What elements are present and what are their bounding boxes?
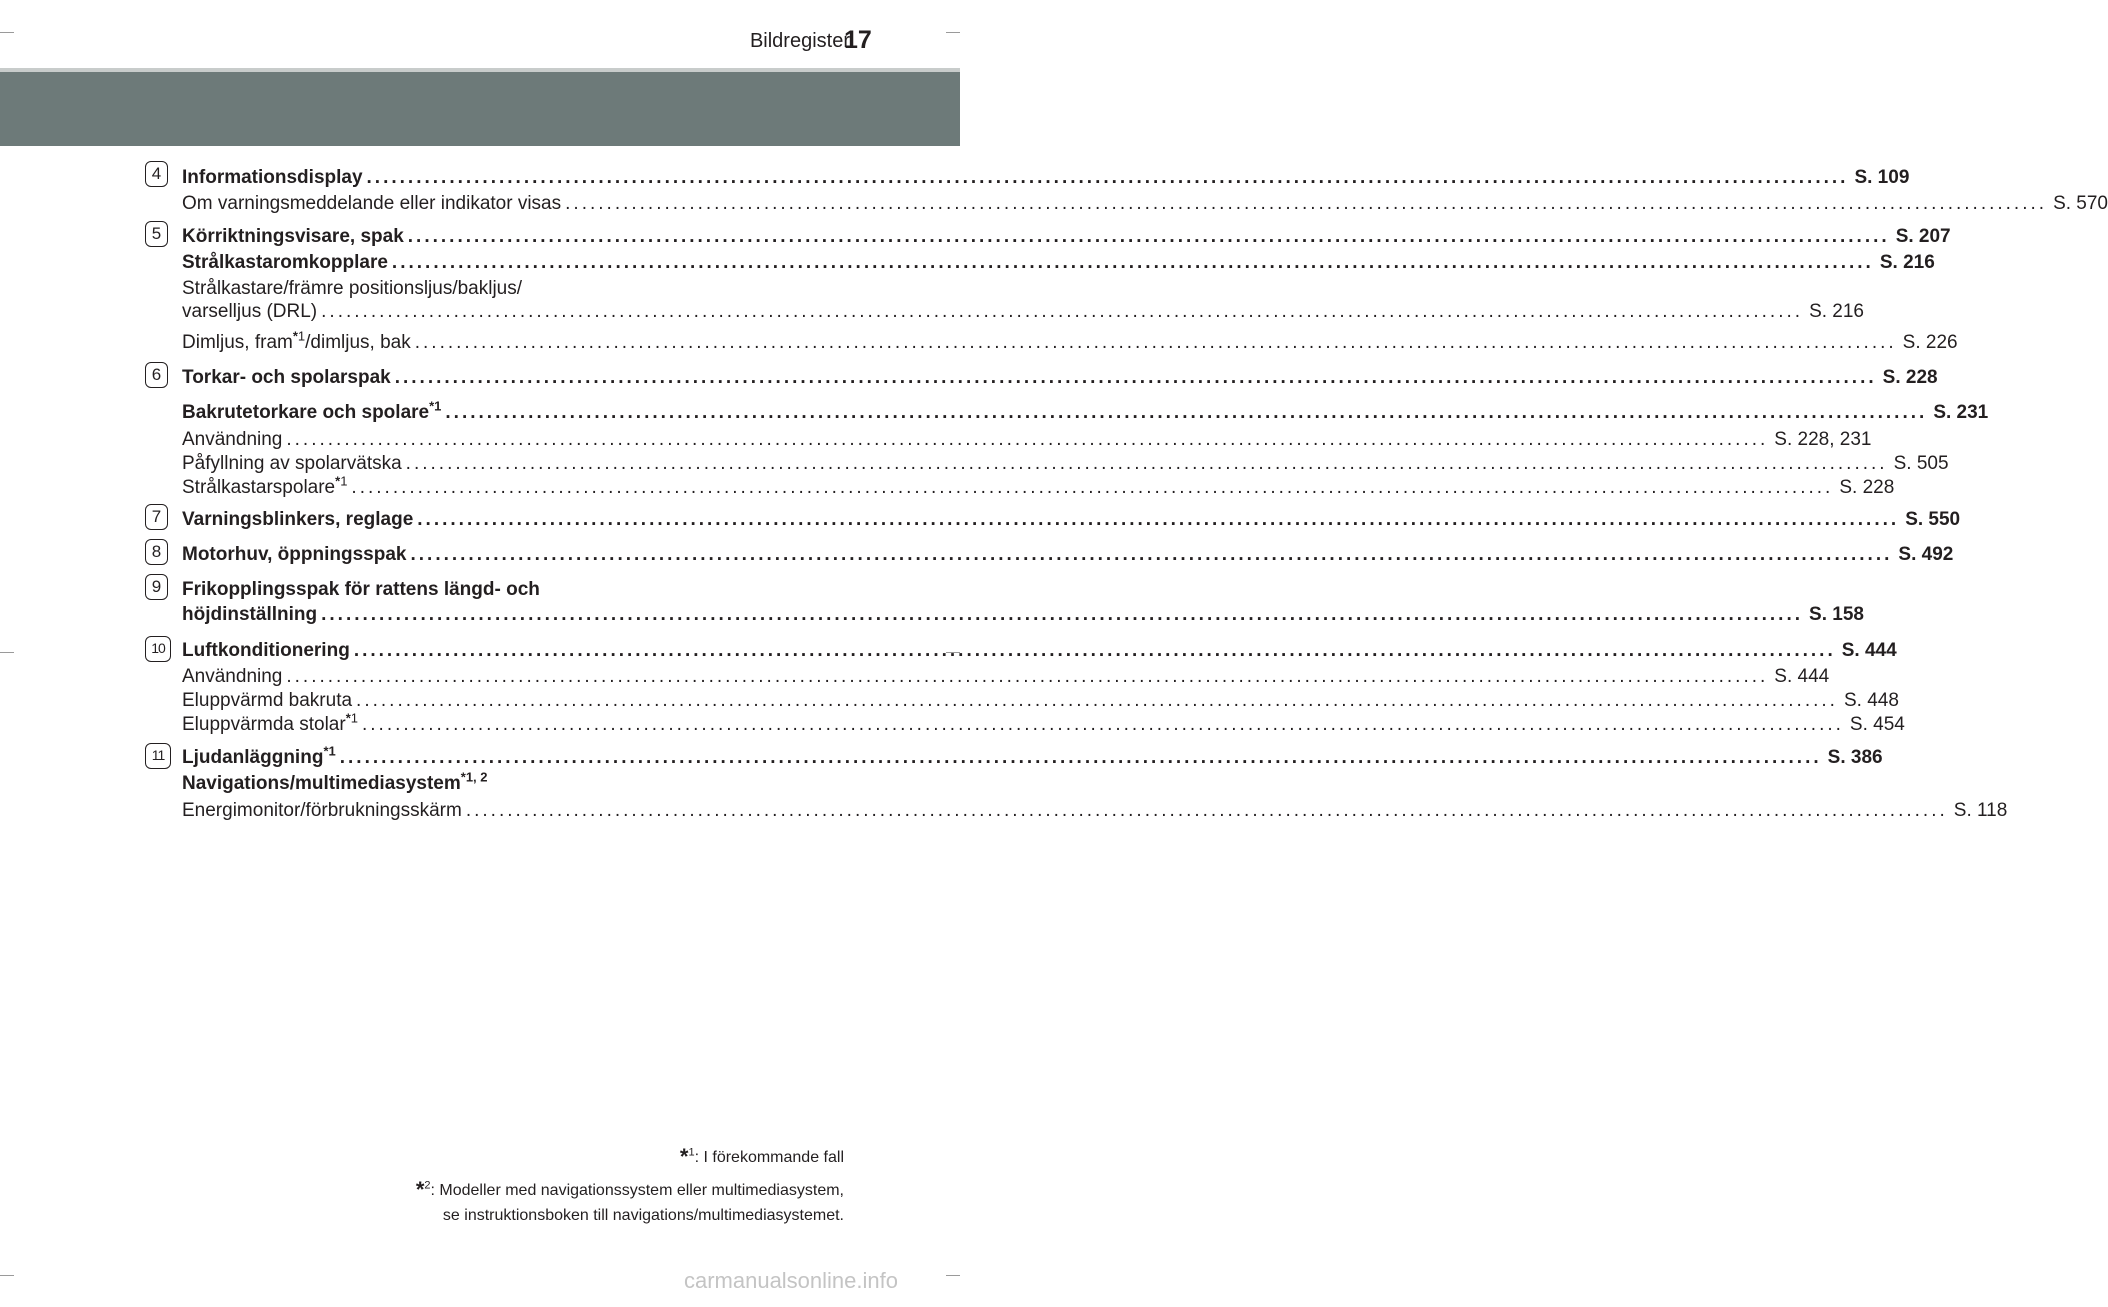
entry-page: S. 231 xyxy=(1933,402,1989,423)
footnote-1 xyxy=(679,1144,844,1169)
entry-label-part: Strålkastarspolare xyxy=(182,477,336,498)
index-entry xyxy=(182,743,1883,770)
entry-label xyxy=(182,473,348,500)
dot-leader: ................................................................................................................................................................................... xyxy=(407,226,1890,247)
footnote-ref-number: 1 xyxy=(350,710,358,726)
footnote-ref: *1 xyxy=(345,710,358,726)
index-entry xyxy=(182,508,1961,532)
index-entry xyxy=(182,398,1989,425)
index-entry xyxy=(182,603,1864,627)
dot-leader: ................................................................................................................................................................................... xyxy=(445,402,1928,423)
entry-label: Energimonitor/förbrukningsskärm xyxy=(182,800,462,821)
footnote-star: * xyxy=(415,1177,425,1202)
dot-leader: ................................................................................................................................................................................... xyxy=(414,332,1897,353)
footnote-number: 1 xyxy=(688,1146,695,1159)
entry-label: varselljus (DRL) xyxy=(182,301,318,322)
crop-mark xyxy=(0,32,14,33)
entry-page: S. 226 xyxy=(1902,332,1958,353)
entry-label-continued: Frikopplingsspak för rattens längd- och xyxy=(182,579,540,600)
footnote-ref: *1 xyxy=(335,473,348,489)
callout-marker-4: 4 xyxy=(145,161,168,187)
dot-leader: ................................................................................................................................................................................... xyxy=(286,429,1769,450)
footnote-text: : I förekommande fall xyxy=(694,1149,844,1166)
callout-marker-8: 8 xyxy=(145,539,168,565)
entry-label: Körriktningsvisare, spak xyxy=(182,226,404,247)
index-entry xyxy=(182,452,1949,476)
crop-mark xyxy=(0,1275,14,1276)
entry-page: S. 228 xyxy=(1839,477,1895,498)
entry-page: S. 216 xyxy=(1879,252,1935,273)
entry-label: Användning xyxy=(182,666,283,687)
crop-mark xyxy=(946,1275,960,1276)
entry-page: S. 109 xyxy=(1854,167,1910,188)
dot-leader: ................................................................................................................................................................................... xyxy=(465,800,1948,821)
index-entry xyxy=(182,328,1958,355)
footnote-number: 2 xyxy=(424,1179,431,1192)
entry-label: Informationsdisplay xyxy=(182,167,363,188)
entry-label xyxy=(182,328,411,355)
entry-label xyxy=(182,710,358,737)
footnote-ref: *1 xyxy=(429,398,442,414)
dot-leader: ................................................................................................................................................................................... xyxy=(366,167,1849,188)
entry-label: Luftkonditionering xyxy=(182,640,350,661)
entry-page: S. 158 xyxy=(1809,604,1864,625)
index-entry xyxy=(182,769,488,796)
section-title: Bildregister xyxy=(749,30,850,52)
index-entry xyxy=(182,166,1910,190)
entry-page: S. 570 xyxy=(2053,193,2108,214)
entry-label: Användning xyxy=(182,429,283,450)
dot-leader: ................................................................................................................................................................................... xyxy=(286,666,1769,687)
footnote-ref: *1 xyxy=(292,328,306,344)
footnote-ref: *1, 2 xyxy=(460,769,488,785)
entry-page: S. 216 xyxy=(1809,301,1864,322)
dot-leader: ................................................................................................................................................................................... xyxy=(417,509,1900,530)
entry-label xyxy=(182,743,336,770)
footnote-ref-number: 1 xyxy=(340,473,348,489)
index-entry xyxy=(182,366,1938,390)
entry-label: Navigations/multimediasystem xyxy=(182,773,461,794)
footnote-ref-number: 1 xyxy=(434,398,442,414)
index-entry xyxy=(182,689,1899,713)
index-entry xyxy=(182,428,1872,452)
index-entry xyxy=(182,799,2008,823)
entry-page: S. 228, 231 xyxy=(1774,429,1872,450)
dot-leader: ................................................................................................................................................................................... xyxy=(356,690,1838,711)
entry-page: S. 207 xyxy=(1895,226,1951,247)
entry-page: S. 444 xyxy=(1774,666,1830,687)
entry-label-part: Eluppvärmda stolar xyxy=(182,714,346,735)
entry-label: Motorhuv, öppningsspak xyxy=(182,544,407,565)
header-band xyxy=(0,72,960,146)
entry-label: Påfyllning av spolarvätska xyxy=(182,453,402,474)
dot-leader: ................................................................................................................................................................................... xyxy=(565,193,2048,214)
entry-page: S. 448 xyxy=(1843,690,1899,711)
index-entry xyxy=(182,473,1895,500)
index-entry xyxy=(182,225,1951,249)
entry-label-continued: Strålkastare/främre positionsljus/bakljus/ xyxy=(182,278,523,299)
entry-label-part: Bakrutetorkare och spolare xyxy=(182,402,430,423)
entry-label: Eluppvärmd bakruta xyxy=(182,690,353,711)
footnote-text: : Modeller med navigationssystem eller multimediasystem, xyxy=(430,1182,844,1199)
entry-label: höjdinställning xyxy=(182,604,318,625)
callout-marker-10: 10 xyxy=(145,636,171,662)
footnote-ref-number: 1 xyxy=(328,743,336,759)
entry-label-part: Dimljus, fram xyxy=(182,332,293,353)
dot-leader: ................................................................................................................................................................................... xyxy=(362,714,1844,735)
dot-leader: ................................................................................................................................................................................... xyxy=(321,301,1804,322)
index-entry xyxy=(182,192,2108,216)
callout-marker-6: 6 xyxy=(145,362,168,388)
index-entry xyxy=(182,300,1864,324)
page-number: 17 xyxy=(844,26,872,54)
callout-marker-11: 11 xyxy=(145,743,171,769)
entry-page: S. 228 xyxy=(1882,367,1938,388)
callout-marker-5: 5 xyxy=(145,221,168,247)
index-entry xyxy=(182,251,1935,275)
entry-label: Strålkastaromkopplare xyxy=(182,252,388,273)
entry-label: Om varningsmeddelande eller indikator visas xyxy=(182,193,562,214)
footnote-2 xyxy=(415,1177,844,1202)
entry-page: S. 386 xyxy=(1827,747,1883,768)
callout-marker-7: 7 xyxy=(145,504,168,530)
crop-mark xyxy=(0,652,14,653)
index-entry xyxy=(182,710,1905,737)
dot-leader: ................................................................................................................................................................................... xyxy=(391,252,1874,273)
dot-leader: ................................................................................................................................................................................... xyxy=(410,544,1893,565)
dot-leader: ................................................................................................................................................................................... xyxy=(351,477,1834,498)
footnote-ref-number: 1 xyxy=(297,328,306,344)
entry-page: S. 505 xyxy=(1893,453,1949,474)
footnote-ref-number: 1, 2 xyxy=(465,769,488,785)
dot-leader: ................................................................................................................................................................................... xyxy=(339,747,1822,768)
entry-page: S. 454 xyxy=(1849,714,1905,735)
entry-page: S. 550 xyxy=(1905,509,1961,530)
dot-leader: ................................................................................................................................................................................... xyxy=(353,640,1836,661)
crop-mark xyxy=(946,32,960,33)
dot-leader: ................................................................................................................................................................................... xyxy=(394,367,1877,388)
entry-page: S. 118 xyxy=(1953,800,2008,821)
footnote-star: * xyxy=(679,1144,689,1169)
index-entry xyxy=(182,543,1954,567)
watermark: carmanualsonline.info xyxy=(683,1268,898,1293)
entry-label-part: Ljudanläggning xyxy=(182,747,324,768)
entry-label: Varningsblinkers, reglage xyxy=(182,509,414,530)
dot-leader: ................................................................................................................................................................................... xyxy=(405,453,1888,474)
footnote-ref: *1 xyxy=(323,743,336,759)
entry-label xyxy=(182,398,442,425)
footnote-2-continued: se instruktionsboken till navigations/multimediasystemet. xyxy=(442,1207,844,1224)
dot-leader: ................................................................................................................................................................................... xyxy=(321,604,1804,625)
index-entry xyxy=(182,639,1897,663)
entry-page: S. 492 xyxy=(1898,544,1954,565)
entry-label-part: /dimljus, bak xyxy=(305,332,411,353)
callout-marker-9: 9 xyxy=(145,574,168,600)
entry-label: Torkar- och spolarspak xyxy=(182,367,391,388)
index-entry xyxy=(182,665,1830,689)
entry-page: S. 444 xyxy=(1841,640,1897,661)
